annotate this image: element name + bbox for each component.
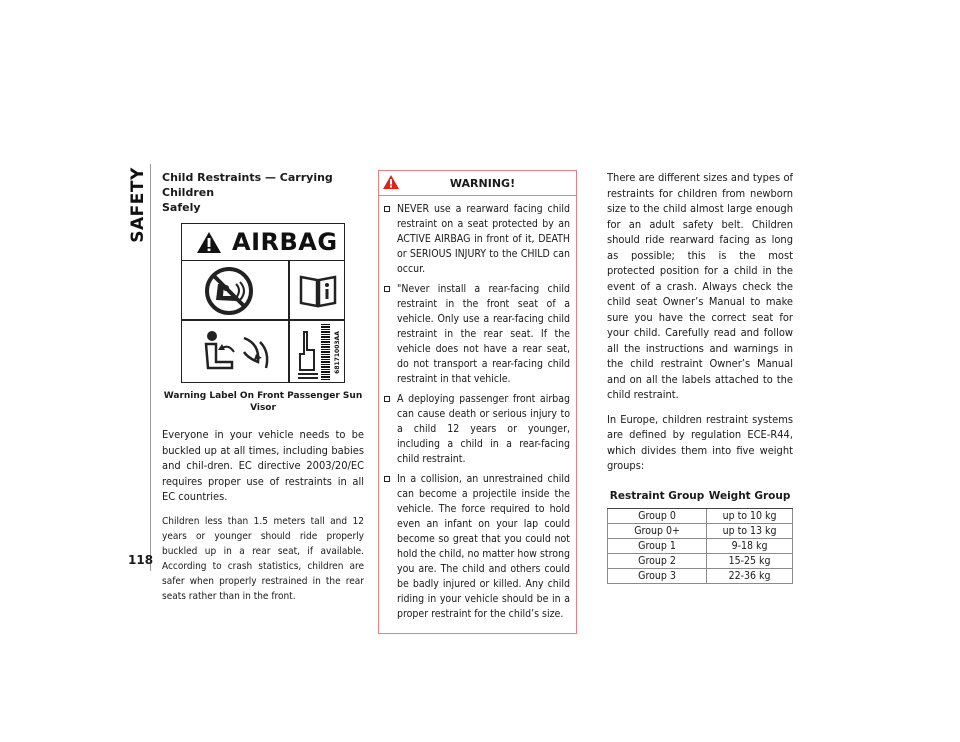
table-row [608, 553, 793, 568]
no-rear-facing-seat-icon [202, 266, 256, 320]
table-row [608, 508, 793, 523]
warning-triangle-icon [196, 231, 222, 254]
warning-list [379, 196, 576, 633]
figure-caption: Warning Label On Front Passenger Sun Visor [163, 391, 363, 413]
table-header-weight-group: Weight Group [707, 484, 793, 509]
table-cell-weight: 15-25 kg [707, 553, 793, 568]
warning-header [379, 171, 576, 196]
warning-item [383, 392, 570, 467]
table-header-row [608, 484, 793, 509]
table-cell-weight: up to 10 kg [707, 508, 793, 523]
body-paragraph-4: In Europe, children restraint systems are defined by regulation ECE-R44, which divides them into five weight groups: [607, 412, 793, 472]
section-title-line1: Child Restraints — Carrying Children [162, 171, 333, 199]
table-cell-weight: up to 13 kg [707, 523, 793, 538]
side-tab-label: SAFETY [128, 167, 149, 243]
label-divider-vertical [288, 260, 290, 382]
table-row [608, 523, 793, 538]
warning-item-text: "Never install a rear-facing child restraint in the front seat of a vehicle. Only use a rear-facing child restraint in the rear seat. If the vehicle does not have a rear seat, do not transport a rear-facing child restraint in that vehicle. [397, 283, 570, 385]
table-cell-weight: 9-18 kg [707, 538, 793, 553]
table-cell-group: Group 0 [608, 508, 707, 523]
checkbox-bullet-icon [384, 286, 390, 292]
table-cell-weight: 22-36 kg [707, 568, 793, 583]
table-cell-group: Group 1 [608, 538, 707, 553]
warning-title: WARNING! [449, 176, 516, 190]
side-divider [150, 164, 151, 571]
column-middle [378, 170, 577, 634]
table-row [608, 538, 793, 553]
warning-item [383, 472, 570, 622]
airbag-label-word: AIRBAG [232, 228, 338, 256]
table-header-restraint-group: Restraint Group [608, 484, 707, 509]
warning-item [383, 282, 570, 387]
warning-item-text: A deploying passenger front airbag can cause death or serious injury to a child 12 years or younger, including a child in a rear-facing child restraint. [397, 393, 570, 465]
body-paragraph-3: There are different sizes and types of restraints for children from newborn size to the child almost large enough for an adult safety belt. Children should ride rearward facing as long as possible; this is the most protected position for a child in the event of a crash. Always check the child seat Owner’s Manual to make sure you have the correct seat for your child. Carefully read and follow all the instructions and warnings in the child restraint Owner’s Manual and on all the labels attached to the child restraint. [607, 171, 793, 401]
column-left [162, 170, 364, 613]
section-side-tab [128, 166, 148, 244]
warning-item-text: NEVER use a rearward facing child restraint on a seat protected by an ACTIVE AIRBAG in front of it, DEATH or SERIOUS INJURY to the CHILD can occur. [397, 203, 570, 275]
warning-triangle-icon [382, 174, 400, 190]
section-title-line2: Safely [162, 201, 201, 214]
table-row [608, 568, 793, 583]
body-paragraph-1: Everyone in your vehicle needs to be buckled up at all times, including babies and chil-dren. EC directive 2003/20/EC requires proper use of restraints in all EC countries. [162, 428, 364, 503]
table-cell-group: Group 0+ [608, 523, 707, 538]
checkbox-bullet-icon [384, 396, 390, 402]
seat-airbag-icon [198, 328, 278, 382]
airbag-warning-label [181, 223, 345, 383]
body-paragraph-2: Children less than 1.5 meters tall and 12 years or younger should ride properly buckled up in a rear seat, if available. According to crash statistics, children are safer when properly restrained in the rear seats rather than in the front. [162, 515, 364, 602]
table-cell-group: Group 3 [608, 568, 707, 583]
table-cell-group: Group 2 [608, 553, 707, 568]
attention-hand-icon [296, 326, 320, 384]
read-manual-icon [298, 272, 338, 312]
column-right [607, 170, 793, 584]
warning-item [383, 202, 570, 277]
label-code-text: 68171003AA [333, 330, 341, 374]
restraint-groups-table [607, 484, 793, 584]
checkbox-bullet-icon [384, 476, 390, 482]
page-number: 118 [128, 553, 154, 567]
label-code [332, 324, 342, 380]
airbag-label-header [182, 224, 344, 261]
checkbox-bullet-icon [384, 206, 390, 212]
label-barcode [321, 324, 330, 380]
section-title [162, 170, 364, 215]
warning-item-text: In a collision, an unrestrained child can become a projectile inside the vehicle. The force required to hold even an infant on your lap could become so great that you could not hold the child, no matter how strong you are. The child and others could be badly injured or killed. Any child riding in your vehicle should be in a proper restraint for the child’s size. [397, 473, 570, 620]
warning-box [378, 170, 577, 634]
